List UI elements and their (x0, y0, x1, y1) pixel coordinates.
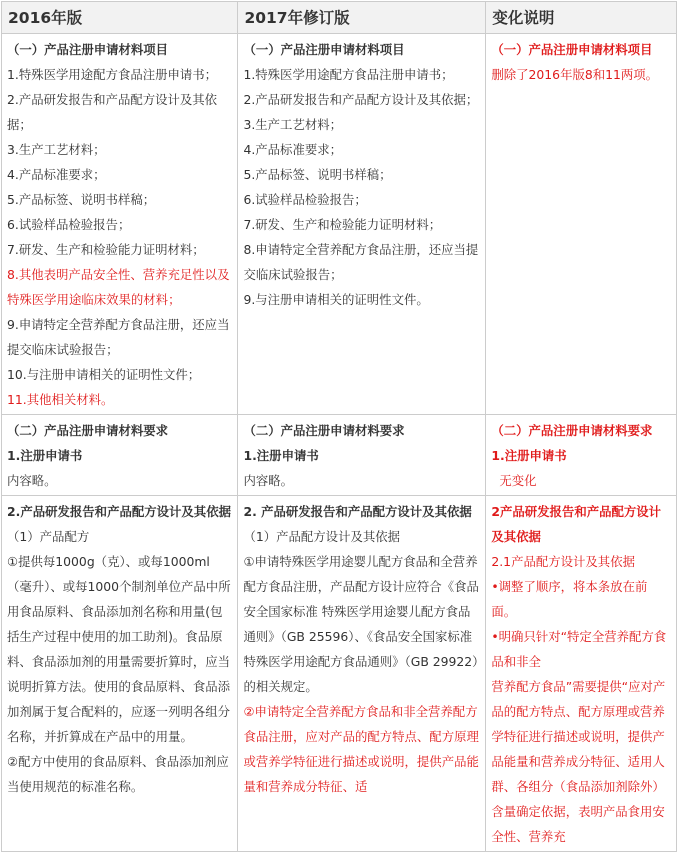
section1-old-item: 6.试验样品检验报告； (7, 217, 131, 232)
section3-new-cell (238, 496, 486, 852)
section2-new-text: 内容略。 (243, 473, 294, 488)
section3-new-paragraph-changed: ②申请特定全营养配方食品和非全营养配方食品注册，应对产品的配方特点、配方原理或营养学特征进行描述或说明，提供产品能量和营养成分特征、适 (243, 704, 479, 794)
section2-row (2, 415, 677, 496)
header-2017: 2017年修订版 (238, 2, 486, 34)
section1-new-cell (238, 34, 486, 415)
header-row (2, 2, 677, 34)
section3-old-paragraph: ①提供每1000g（克）、或每1000ml（毫升）、或每1000个制剂单位产品中所用食品原料、食品添加剂名称和用量(包括生产过程中使用的加工助剂)。食品原料、食品添加剂的用量需要折算时，应当说明折算方法。使用的食品原料、食品添加剂属于复合配料的，应逐一列明各组分名称，并折算成在产品中的用量。 (7, 554, 231, 744)
section2-old-text: 内容略。 (7, 473, 57, 488)
section3-new-title: 2. 产品研发报告和产品配方设计及其依据 (243, 504, 472, 519)
header-change: 变化说明 (486, 2, 677, 34)
section3-old-cell (2, 496, 238, 852)
section2-old-title: （二）产品注册申请材料要求 (7, 423, 169, 438)
section2-new-title: （二）产品注册申请材料要求 (243, 423, 405, 438)
section1-new-item: 3.生产工艺材料； (243, 117, 343, 132)
section3-change-title: 2产品研发报告和产品配方设计及其依据 (491, 504, 662, 544)
section1-new-item: 5.产品标签、说明书样稿； (243, 167, 392, 182)
section3-change-subtitle: 2.1产品配方设计及其依据 (491, 554, 635, 569)
section1-old-cell (2, 34, 238, 415)
section3-new-paragraph: ①申请特殊医学用途婴儿配方食品和全营养配方食品注册，产品配方设计应符合《食品安全国家标准 特殊医学用途婴儿配方食品通则》（GB 25596）、《食品安全国家标准 特殊医学用途配方食品通则》（GB 29922）的相关规定。 (243, 554, 479, 694)
section3-row (2, 496, 677, 852)
section1-new-title: （一）产品注册申请材料项目 (243, 42, 405, 57)
section1-new-item: 2.产品研发报告和产品配方设计及其依据； (243, 92, 479, 107)
section3-old-paragraph: ②配方中使用的食品原料、食品添加剂应当使用规范的标准名称。 (7, 754, 229, 794)
section2-change-cell (486, 415, 677, 496)
section1-old-item: 1.特殊医学用途配方食品注册申请书； (7, 67, 218, 82)
section1-change-note: 删除了2016年版8和11两项。 (491, 67, 659, 82)
section1-new-item: 7.研发、生产和检验能力证明材料； (243, 217, 442, 232)
section1-change-cell (486, 34, 677, 415)
section1-row (2, 34, 677, 415)
section1-new-item: 4.产品标准要求； (243, 142, 343, 157)
section3-old-title: 2.产品研发报告和产品配方设计及其依据 (7, 504, 231, 519)
section1-new-item: 8.申请特定全营养配方食品注册，还应当提交临床试验报告； (243, 242, 479, 282)
section1-old-item: 3.生产工艺材料； (7, 142, 106, 157)
section1-old-item: 4.产品标准要求； (7, 167, 106, 182)
section1-old-item-removed: 11.其他相关材料。 (7, 392, 114, 407)
section2-new-subtitle: 1.注册申请书 (243, 448, 319, 463)
comparison-table (1, 1, 677, 852)
section1-old-item: 9.申请特定全营养配方食品注册，还应当提交临床试验报告； (7, 317, 230, 357)
header-2016: 2016年版 (2, 2, 238, 34)
section1-old-title: （一）产品注册申请材料项目 (7, 42, 169, 57)
section2-new-cell (238, 415, 486, 496)
section2-change-title: （二）产品注册申请材料要求 (491, 423, 653, 438)
section1-old-item: 5.产品标签、说明书样稿； (7, 192, 156, 207)
section2-change-subtitle: 1.注册申请书 (491, 448, 567, 463)
section1-new-item: 1.特殊医学用途配方食品注册申请书； (243, 67, 454, 82)
section1-new-item: 6.试验样品检验报告； (243, 192, 367, 207)
section3-change-note: 营养配方食品”需要提供“应对产品的配方特点、配方原理或营养学特征进行描述或说明，提供产品能量和营养成分特征、适用人群、各组分（食品添加剂除外）含量确定依据，表明产品食用安全性、营养充 (491, 679, 666, 844)
section1-old-item-removed: 8.其他表明产品安全性、营养充足性以及特殊医学用途临床效果的材料； (7, 267, 230, 307)
section1-old-item: 7.研发、生产和检验能力证明材料； (7, 242, 205, 257)
section1-old-item: 10.与注册申请相关的证明性文件； (7, 367, 201, 382)
section3-change-cell (486, 496, 677, 852)
section1-change-title: （一）产品注册申请材料项目 (491, 42, 653, 57)
section3-change-note: •调整了顺序，将本条放在前面。 (491, 579, 648, 619)
section2-change-note: 无变化 (499, 473, 537, 488)
section3-old-subtitle: （1）产品配方 (7, 529, 90, 544)
section1-new-item: 9.与注册申请相关的证明性文件。 (243, 292, 429, 307)
section2-old-subtitle: 1.注册申请书 (7, 448, 83, 463)
section3-new-subtitle: （1）产品配方设计及其依据 (243, 529, 401, 544)
section1-old-item: 2.产品研发报告和产品配方设计及其依据； (7, 92, 218, 132)
section2-old-cell (2, 415, 238, 496)
section3-change-note: •明确只针对“特定全营养配方食品和非全 (491, 629, 667, 669)
